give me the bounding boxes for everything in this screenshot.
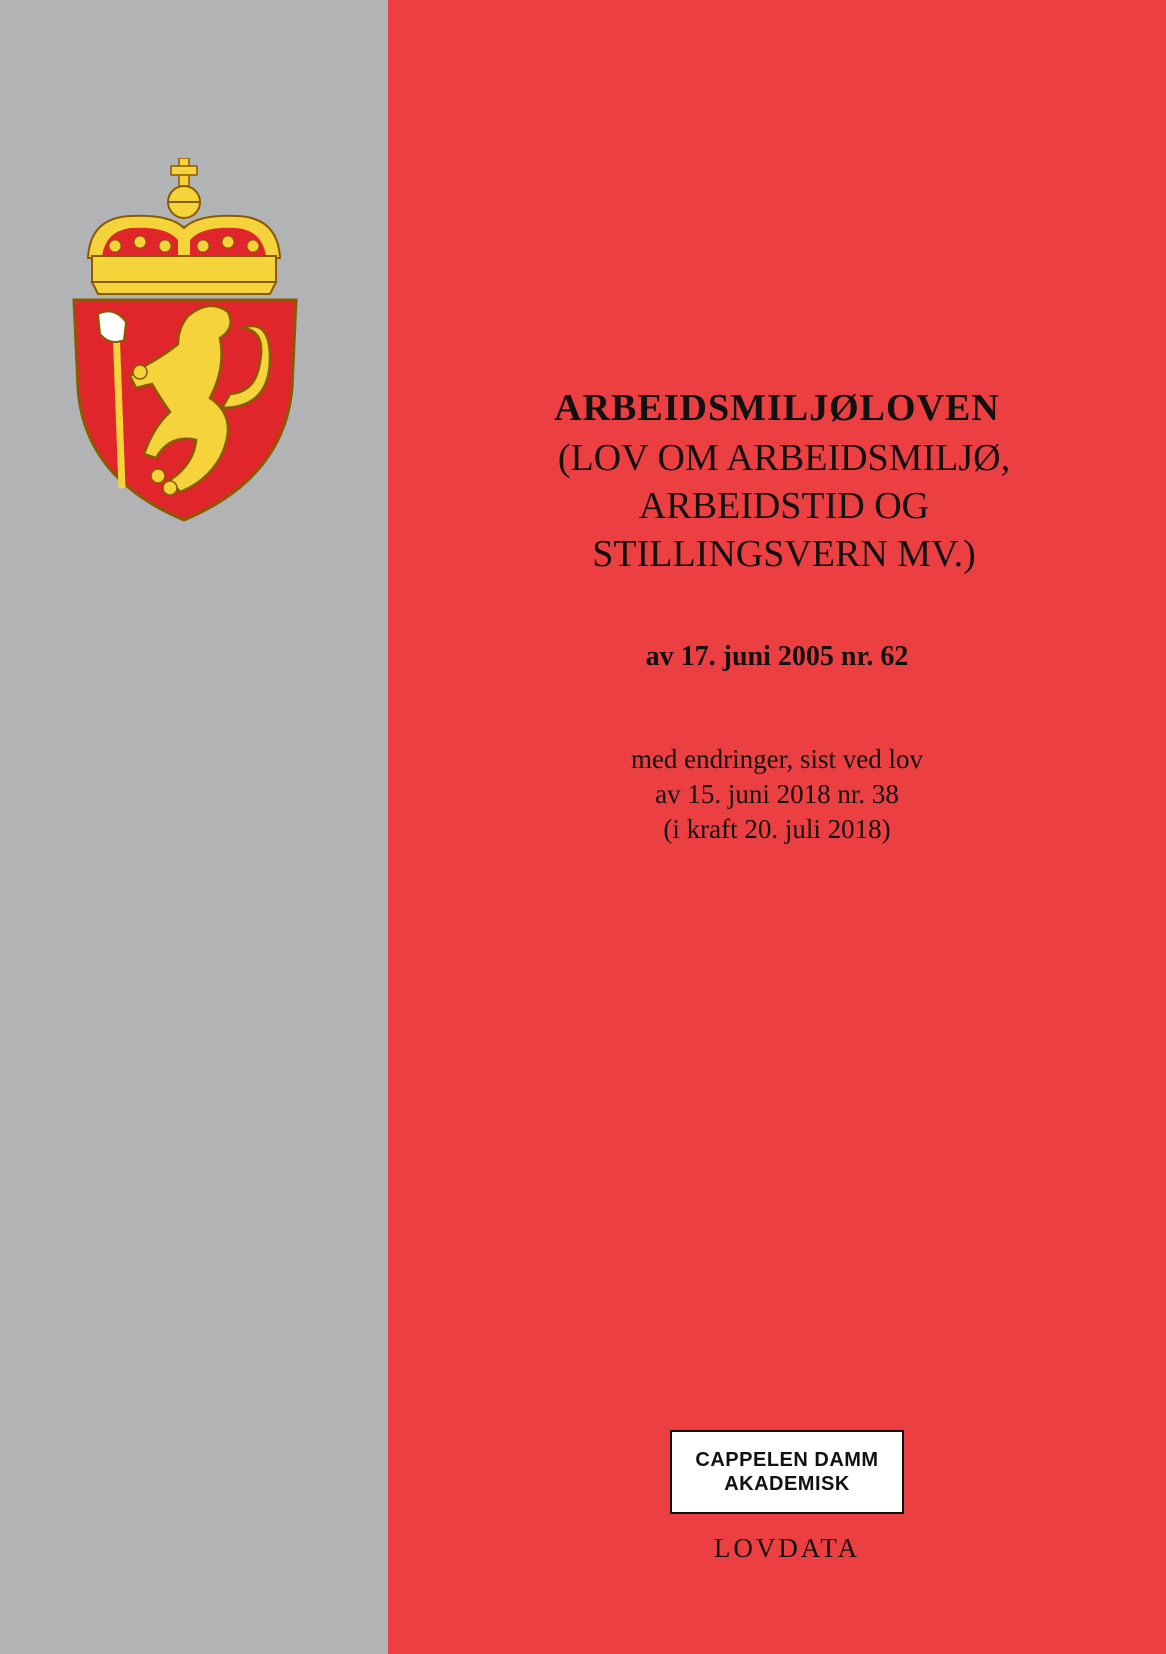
subtitle-line-3: STILLINGSVERN MV.) — [592, 533, 976, 575]
amendment-line-3: (i kraft 20. juli 2018) — [663, 814, 891, 844]
amendment-line-2: av 15. juni 2018 nr. 38 — [655, 779, 899, 809]
left-grey-panel — [0, 0, 388, 1654]
enactment-date: av 17. juni 2005 nr. 62 — [645, 641, 909, 672]
publisher-line-1: CAPPELEN DAMM — [695, 1449, 879, 1471]
amendment-note — [388, 742, 1166, 847]
norwegian-coat-of-arms-icon — [70, 158, 300, 550]
book-title: ARBEIDSMILJØLOVEN — [554, 387, 1000, 429]
title-block — [388, 382, 1166, 578]
publisher-line-2: AKADEMISK — [724, 1473, 850, 1495]
imprint-lovdata: LOVDATA — [713, 1533, 861, 1563]
subtitle-line-2: ARBEIDSTID OG — [638, 485, 930, 527]
publisher-logo — [670, 1430, 904, 1514]
amendment-line-1: med endringer, sist ved lov — [630, 744, 924, 774]
subtitle-line-1: (LOV OM ARBEIDSMILJØ, — [557, 437, 1011, 479]
red-front-panel — [388, 0, 1166, 1654]
